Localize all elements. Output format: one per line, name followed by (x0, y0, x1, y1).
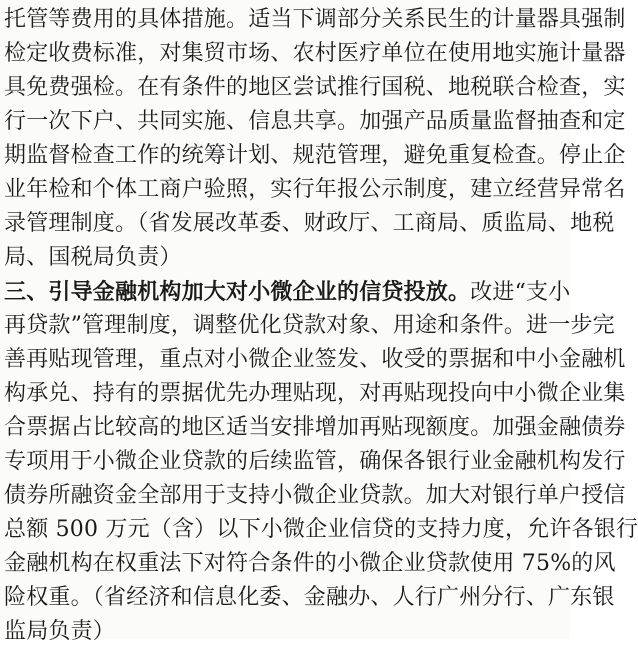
paragraph-line: 险权重。（省经济和信息化委、金融办、人行广州分行、广东银 (4, 585, 615, 610)
paragraph-line: 合票据占比较高的地区适当安排增加再贴现额度。加强金融债券 (4, 415, 626, 440)
paragraph-line: 专项用于小微企业贷款的后续监管，确保各银行业金融机构发行 (4, 449, 626, 474)
section-heading-line (4, 275, 571, 309)
paragraph-line: 善再贴现管理，重点对小微企业签发、收受的票据和中小金融机 (4, 347, 626, 372)
paragraph-line: 再贷款”管理制度，调整优化贷款对象、用途和条件。进一步完 (4, 313, 615, 338)
paragraph-line: 构承兑、持有的票据优先办理贴现，对再贴现投向中小微企业集 (4, 381, 626, 406)
paragraph-line: 具免费强检。在有条件的地区尝试推行国税、地税联合检查，实 (4, 75, 626, 100)
paragraph-line: 债券所融资金全部用于支持小微企业贷款。加大对银行单户授信 (4, 483, 626, 508)
paragraph-line: 行一次下户、共同实施、信息共享。加强产品质量监督抽查和定 (4, 109, 626, 134)
section-heading-continuation: 改进“支小 (470, 280, 571, 305)
paragraph-line: 托管等费用的具体措施。适当下调部分关系民生的计量器具强制 (4, 7, 626, 32)
paragraph-line: 局、国税局负责） (4, 245, 182, 270)
paragraph-line: 总额 500 万元（含）以下小微企业信贷的支持力度，允许各银行 (4, 517, 638, 542)
paragraph-line: 检定收费标准，对集贸市场、农村医疗单位在使用地实施计量器 (4, 41, 626, 66)
section-heading: 三、引导金融机构加大对小微企业的信贷投放。 (4, 279, 471, 305)
paragraph-line: 录管理制度。（省发展改革委、财政厅、工商局、质监局、地税 (4, 211, 615, 236)
paragraph-line: 监局负责） (4, 619, 116, 644)
paragraph-line: 期监督检查工作的统筹计划、规范管理，避免重复检查。停止企 (4, 143, 626, 168)
paragraph-line: 金融机构在权重法下对符合条件的小微企业贷款使用 75%的风 (4, 551, 616, 576)
paragraph-line: 业年检和个体工商户验照，实行年报公示制度，建立经营异常名 (4, 177, 626, 202)
